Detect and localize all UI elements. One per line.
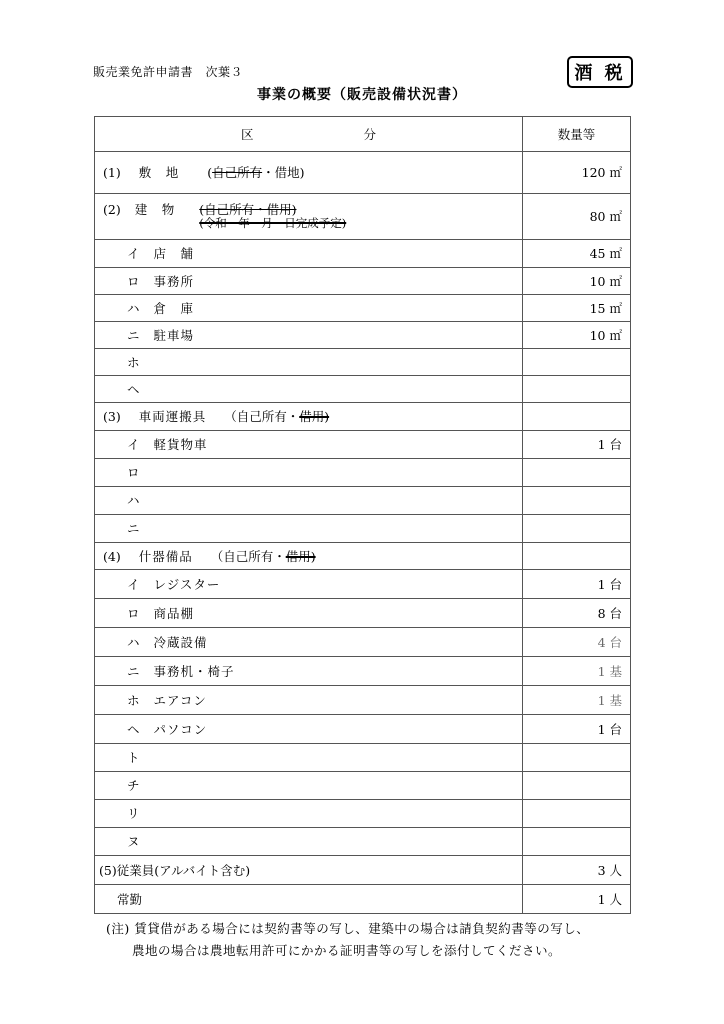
building-number: (2) [103, 202, 121, 218]
item-quantity: 1 台 [523, 431, 631, 459]
form-identifier: 販売業免許申請書 次葉３ [93, 65, 244, 79]
list-item [95, 570, 631, 599]
item-label-cell [95, 744, 523, 772]
building-completion-struck: (令和 年 月 日完成予定) [199, 216, 347, 231]
site-label: 敷 地 [138, 165, 180, 180]
footnote-line-1: (注) 賃貸借がある場合には契約書等の写し、建築中の場合は請負契約書等の写し、 [106, 921, 590, 936]
fixtures-ownership-struck: 借用) [285, 548, 316, 564]
item-quantity [523, 349, 631, 376]
header-row [95, 117, 631, 152]
vehicles-quantity [523, 403, 631, 431]
item-mark: イ [127, 246, 140, 261]
vehicles-label: 車両運搬具 [138, 409, 207, 424]
facility-table [94, 116, 631, 914]
item-label-cell [95, 459, 523, 487]
item-mark: ハ [127, 493, 140, 508]
vehicles-row [95, 403, 631, 431]
item-mark: イ [127, 576, 140, 592]
fulltime-row [95, 885, 631, 914]
item-label: 冷蔵設備 [153, 634, 208, 650]
item-label-cell [95, 715, 523, 744]
item-label: 駐車場 [153, 327, 195, 343]
item-mark: ハ [127, 300, 140, 316]
item-mark: ハ [127, 634, 140, 650]
item-quantity: 1 基 [523, 686, 631, 715]
item-label: 事務所 [153, 273, 195, 289]
list-item [95, 268, 631, 295]
item-mark: ヘ [127, 721, 140, 737]
item-label: パソコン [153, 721, 208, 737]
item-mark: ニ [127, 521, 140, 536]
list-item [95, 715, 631, 744]
list-item [95, 800, 631, 828]
list-item [95, 295, 631, 322]
item-mark: ホ [127, 354, 140, 370]
item-label-cell [95, 487, 523, 515]
list-item [95, 376, 631, 403]
item-quantity [523, 487, 631, 515]
vehicles-ownership-struck: 借用) [299, 409, 330, 424]
item-quantity: 8 台 [523, 599, 631, 628]
item-quantity: 1 台 [523, 715, 631, 744]
item-label-cell [95, 295, 523, 322]
list-item [95, 628, 631, 657]
vehicles-number: (3) [103, 409, 121, 424]
item-label-cell [95, 349, 523, 376]
site-paren: ( [207, 165, 213, 180]
item-label: 事務机・椅子 [153, 663, 235, 679]
item-label: 倉 庫 [153, 300, 195, 316]
item-label-cell [95, 628, 523, 657]
list-item [95, 599, 631, 628]
building-label-cell [95, 194, 523, 240]
building-label: 建 物 [134, 202, 176, 218]
fixtures-label-cell [95, 543, 523, 570]
item-label-cell [95, 800, 523, 828]
item-mark: ホ [127, 692, 140, 708]
list-item [95, 657, 631, 686]
item-quantity: 4 台 [523, 628, 631, 657]
item-quantity [523, 376, 631, 403]
item-quantity: 1 台 [523, 570, 631, 599]
staff-row [95, 856, 631, 885]
fixtures-number: (4) [103, 548, 121, 564]
building-quantity: 80 ㎡ [523, 194, 631, 240]
list-item [95, 487, 631, 515]
category-header [95, 117, 523, 152]
site-ownership-rest: ・借地) [262, 165, 305, 180]
list-item [95, 431, 631, 459]
quantity-header: 数量等 [523, 117, 631, 152]
item-quantity [523, 800, 631, 828]
fulltime-quantity: 1 人 [523, 885, 631, 914]
fixtures-row [95, 543, 631, 570]
fixtures-label: 什器備品 [138, 548, 193, 564]
item-label: 店 舗 [153, 246, 195, 261]
item-label-cell [95, 772, 523, 800]
site-number: (1) [103, 165, 121, 180]
item-quantity: 45 ㎡ [523, 240, 631, 268]
item-label-cell [95, 686, 523, 715]
header-bun: 分 [363, 126, 377, 142]
list-item [95, 515, 631, 543]
item-mark: ト [127, 750, 140, 765]
vehicles-ownership: （自己所有・ [224, 409, 300, 424]
item-label-cell [95, 431, 523, 459]
list-item [95, 772, 631, 800]
item-mark: ニ [127, 663, 140, 679]
item-quantity [523, 459, 631, 487]
footnote [106, 918, 589, 962]
item-mark: ロ [127, 605, 140, 621]
site-label-cell [95, 152, 523, 194]
item-label-cell [95, 657, 523, 686]
item-mark: ロ [127, 465, 140, 480]
fixtures-ownership: （自己所有・ [210, 548, 286, 564]
item-quantity: 15 ㎡ [523, 295, 631, 322]
item-quantity [523, 772, 631, 800]
item-label: 軽貨物車 [153, 437, 208, 452]
header-ku: 区 [240, 126, 254, 142]
item-mark: ニ [127, 327, 140, 343]
page-title: 事業の概要（販売設備状況書） [257, 87, 467, 103]
item-label-cell [95, 240, 523, 268]
list-item [95, 240, 631, 268]
vehicles-label-cell [95, 403, 523, 431]
item-label-cell [95, 828, 523, 856]
site-ownership-struck: 自己所有 [212, 165, 263, 180]
fixtures-quantity [523, 543, 631, 570]
staff-label: (5)従業員(アルバイト含む) [95, 856, 523, 885]
item-label-cell [95, 570, 523, 599]
item-label-cell [95, 376, 523, 403]
list-item [95, 686, 631, 715]
building-ownership-struck: (自己所有・借用) [199, 202, 297, 218]
staff-quantity: 3 人 [523, 856, 631, 885]
list-item [95, 828, 631, 856]
item-label-cell [95, 515, 523, 543]
site-quantity: 120 ㎡ [523, 152, 631, 194]
item-label-cell [95, 322, 523, 349]
fulltime-label: 常勤 [95, 885, 523, 914]
item-label: 商品棚 [153, 605, 195, 621]
item-label-cell [95, 268, 523, 295]
item-mark: チ [127, 778, 140, 793]
list-item [95, 744, 631, 772]
item-quantity [523, 744, 631, 772]
item-quantity: 1 基 [523, 657, 631, 686]
item-label: エアコン [153, 692, 207, 708]
item-quantity [523, 828, 631, 856]
liquor-tax-stamp: 酒 税 [567, 56, 633, 88]
item-quantity [523, 515, 631, 543]
building-row [95, 194, 631, 240]
item-quantity: 10 ㎡ [523, 322, 631, 349]
item-mark: ヘ [127, 381, 140, 397]
site-row [95, 152, 631, 194]
item-mark: イ [127, 437, 140, 452]
footnote-line-2: 農地の場合は農地転用許可にかかる証明書等の写しを添付してください。 [132, 943, 562, 958]
item-label-cell [95, 599, 523, 628]
item-mark: ヌ [127, 834, 140, 849]
list-item [95, 322, 631, 349]
list-item [95, 349, 631, 376]
item-mark: ロ [127, 273, 140, 289]
item-quantity: 10 ㎡ [523, 268, 631, 295]
list-item [95, 459, 631, 487]
item-mark: リ [127, 806, 140, 821]
item-label: レジスター [153, 576, 221, 592]
